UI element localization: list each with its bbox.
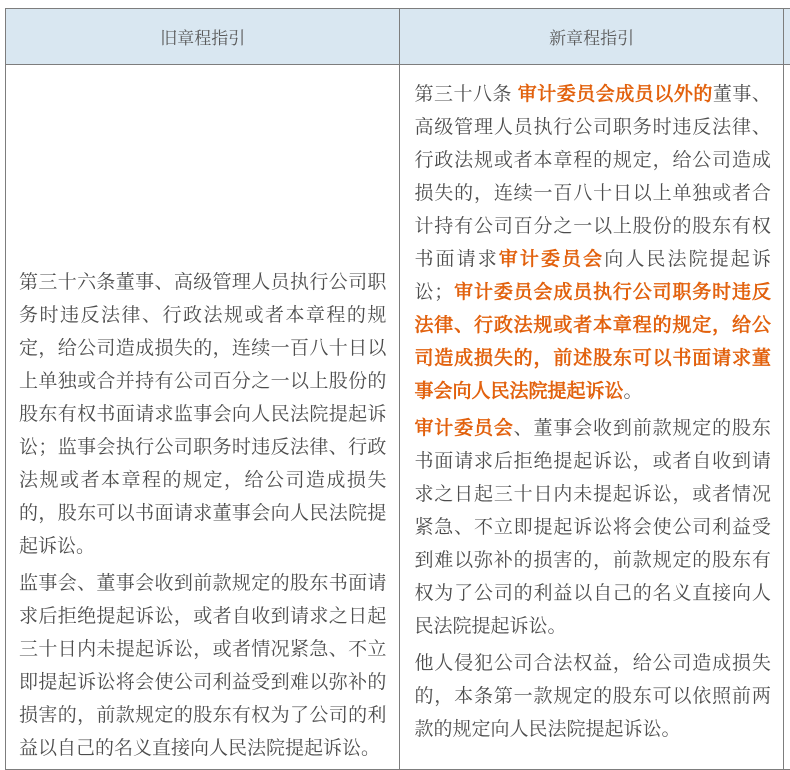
new-articles-header: 新章程指引 (400, 9, 783, 65)
paragraph (414, 412, 770, 643)
cropped-extra-header-cell (783, 9, 790, 65)
highlighted-text-run: 审计委员会 (499, 249, 604, 270)
text-run: 董事、高级管理人员执行公司职务时违反法律、行政法规或者本章程的规定，给公司造成损失的，连续一百八十日以上单独或者合计持有公司百分之一以上股份的股东有权书面请求 (414, 84, 770, 270)
text-run: 监事会、董事会收到前款规定的股东书面请求后拒绝提起诉讼，或者自收到请求之日起三十日内未提起诉讼，或者情况紧急、不立即提起诉讼将会使公司利益受到难以弥补的损害的，前款规定的股东有权为了公司的利益以自己的名义直接向人民法院提起诉讼。 (19, 573, 386, 759)
text-run: 、董事会收到前款规定的股东书面请求后拒绝提起诉讼，或者自收到请求之日起三十日内未提起诉讼，或者情况紧急、不立即提起诉讼将会使公司利益受到难以弥补的损害的，前款规定的股东有权为了公司的利益以自己的名义直接向人民法院提起诉讼。 (414, 418, 770, 637)
paragraph (19, 266, 386, 563)
paragraph (414, 647, 770, 746)
old-articles-cell (6, 65, 400, 770)
highlighted-text-run: 审计委员会成员执行公司职务时违反法律、行政法规或者本章程的规定，给公司造成损失的，前述股东可以书面请求董事会向人民法院提起诉讼 (414, 282, 770, 402)
text-run: 。 (623, 381, 642, 402)
comparison-table (5, 8, 790, 770)
text-run: 向人民法院提起诉讼； (414, 249, 770, 303)
table-header-row (6, 9, 790, 65)
cropped-extra-body-cell (783, 65, 790, 770)
paragraph (19, 567, 386, 765)
table-body-row (6, 65, 790, 770)
highlighted-text-run: 审计委员会 (414, 418, 513, 439)
text-run: 第三十八条 (414, 84, 517, 105)
text-run: 第三十六条董事、高级管理人员执行公司职务时违反法律、行政法规或者本章程的规定，给公司造成损失的，连续一百八十日以上单独或合并持有公司百分之一以上股份的股东有权书面请求监事会向人民法院提起诉讼；监事会执行公司职务时违反法律、行政法规或者本章程的规定，给公司造成损失的，股东可以书面请求董事会向人民法院提起诉讼。 (19, 272, 386, 557)
new-articles-cell (400, 65, 783, 770)
text-run: 他人侵犯公司合法权益，给公司造成损失的，本条第一款规定的股东可以依照前两款的规定向人民法院提起诉讼。 (414, 653, 770, 740)
highlighted-text-run: 审计委员会成员以外的 (518, 84, 713, 105)
old-articles-header: 旧章程指引 (6, 9, 400, 65)
paragraph (414, 78, 770, 408)
